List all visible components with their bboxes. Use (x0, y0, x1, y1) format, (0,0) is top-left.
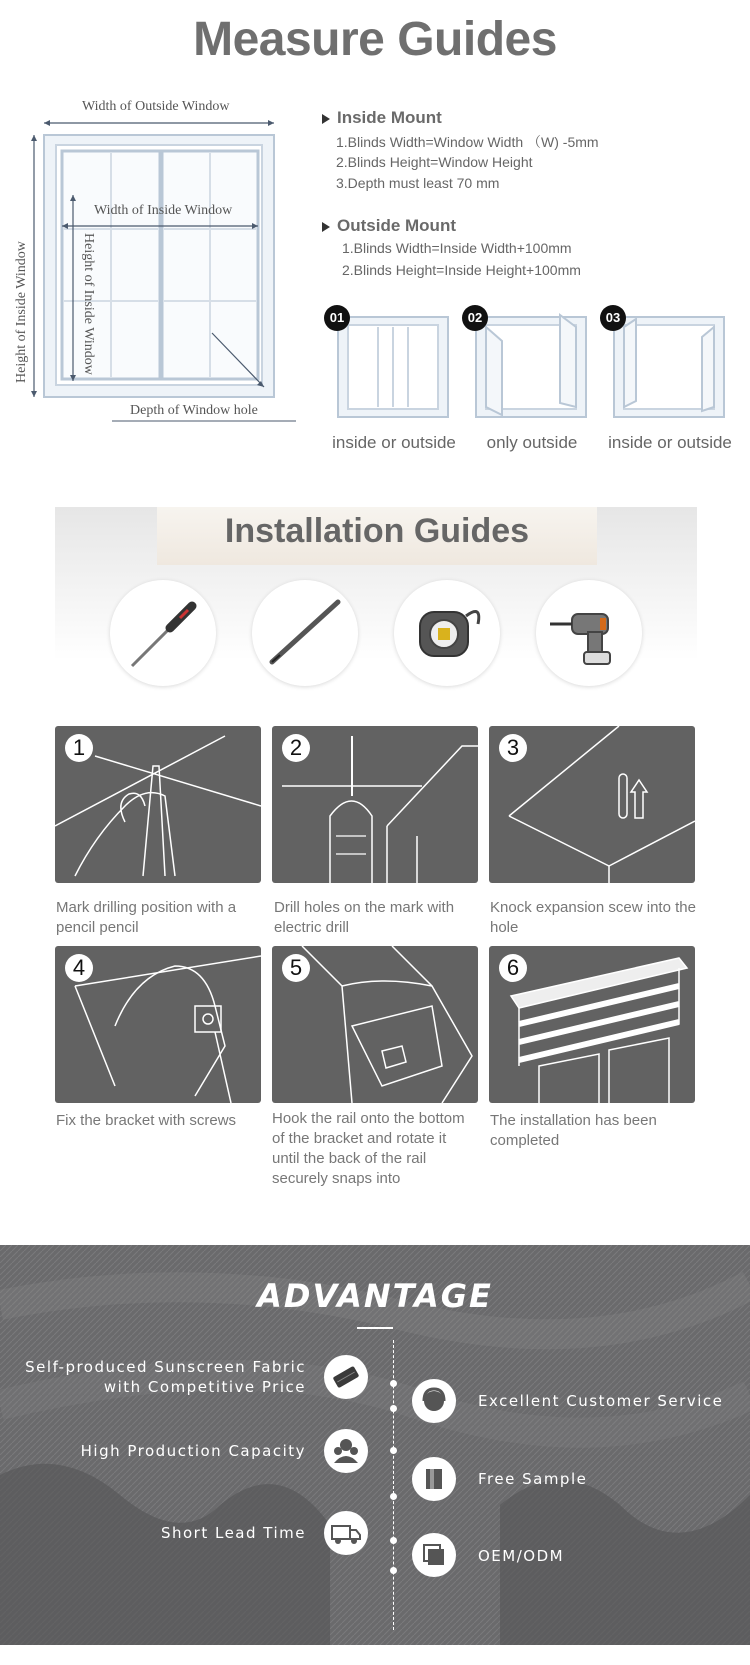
step-card-6 (489, 946, 695, 1103)
step-caption: Fix the bracket with screws (56, 1112, 237, 1129)
mount-type-caption: inside or outside (608, 433, 732, 452)
step-caption: Mark drilling position with a pencil pencil (56, 899, 237, 936)
pencil-icon (252, 580, 358, 686)
advantage-title: ADVANTAGE (257, 1277, 493, 1315)
mount-type-03 (600, 305, 750, 452)
step-caption: Drill holes on the mark with electric drill (274, 899, 455, 936)
outside-mount-line: 2.Blinds Height=Inside Height+100mm (342, 262, 581, 278)
timeline-dot (390, 1493, 397, 1500)
mount-type-badge: 01 (324, 305, 350, 331)
inside-mount-line: 2.Blinds Height=Window Height (336, 154, 533, 170)
step-caption: The installation has been completed (490, 1112, 657, 1149)
headset-icon (412, 1379, 456, 1423)
mount-type-caption: inside or outside (332, 433, 456, 452)
electric-drill-icon (536, 580, 642, 686)
timeline-dot (390, 1537, 397, 1544)
tool-screwdriver (110, 580, 216, 686)
step-card-4 (55, 946, 261, 1103)
advantage-text: OEM/ODM (478, 1547, 565, 1565)
advantage-text: Free Sample (478, 1470, 588, 1488)
label-height-inside: Height of Inside Window (81, 233, 96, 375)
advantage-text: High Production Capacity (80, 1442, 306, 1460)
step-number: 1 (65, 734, 93, 762)
advantage-section (0, 1245, 750, 1645)
timeline-dot (390, 1567, 397, 1574)
advantage-text: Short Lead Time (160, 1524, 306, 1542)
page-title: Measure Guides (193, 13, 557, 66)
step-card-1 (55, 726, 261, 883)
mount-type-badge: 02 (462, 305, 488, 331)
installation-title: Installation Guides (224, 512, 530, 550)
step-number: 3 (499, 734, 527, 762)
step-card-5 (272, 946, 478, 1103)
advantage-text: Self-produced Sunscreen Fabric (25, 1358, 306, 1376)
advantage-item-fabric (16, 1357, 306, 1397)
step-number: 6 (499, 954, 527, 982)
inside-mount-line: 3.Depth must least 70 mm (336, 175, 500, 191)
truck-icon (324, 1511, 368, 1555)
tool-pencil (252, 580, 358, 686)
advantage-text: Excellent Customer Service (478, 1392, 724, 1410)
label-depth: Depth of Window hole (130, 403, 258, 418)
sample-icon (412, 1457, 456, 1501)
team-icon (324, 1429, 368, 1473)
mount-type-01 (324, 305, 474, 452)
tool-electric-drill (536, 580, 642, 686)
outside-mount-line: 1.Blinds Width=Inside Width+100mm (342, 240, 572, 256)
step-caption: Knock expansion scew into the hole (490, 899, 696, 936)
advantage-text: with Competitive Price (103, 1378, 306, 1396)
inside-mount-line: 1.Blinds Width=Window Width （W) -5mm (336, 134, 599, 150)
screwdriver-icon (110, 580, 216, 686)
title-underline (357, 1327, 393, 1329)
inward-window-icon (472, 311, 592, 423)
step-number: 5 (282, 954, 310, 982)
mount-type-caption: only outside (486, 433, 578, 452)
triangle-bullet-icon (322, 222, 330, 232)
step-card-2 (272, 726, 478, 883)
timeline-dot (390, 1447, 397, 1454)
tape-measure-icon (394, 580, 500, 686)
label-width-inside: Width of Inside Window (94, 203, 233, 218)
outside-mount-heading (322, 216, 456, 236)
outward-window-icon (610, 311, 730, 423)
layers-icon (412, 1533, 456, 1577)
step-card-3 (489, 726, 695, 883)
timeline-dot (390, 1380, 397, 1387)
fabric-icon (324, 1355, 368, 1399)
label-width-outside: Width of Outside Window (82, 99, 230, 114)
window-diagram-svg (0, 95, 310, 455)
step-number: 4 (65, 954, 93, 982)
window-measure-diagram (0, 95, 310, 455)
triangle-bullet-icon (322, 114, 330, 124)
casement-window-icon (334, 311, 454, 423)
mount-type-badge: 03 (600, 305, 626, 331)
label-height-outside: Height of Inside Window (14, 241, 29, 383)
step-number: 2 (282, 734, 310, 762)
timeline-dot (390, 1405, 397, 1412)
outside-mount-heading-text: Outside Mount (337, 216, 456, 235)
tool-tape-measure (394, 580, 500, 686)
step-caption: Hook the rail onto the bottom of the bracket and rotate it until the back of the rail securely snaps into (272, 1110, 465, 1187)
mount-type-02 (462, 305, 612, 452)
inside-mount-heading-text: Inside Mount (337, 108, 442, 127)
inside-mount-heading (322, 108, 442, 128)
